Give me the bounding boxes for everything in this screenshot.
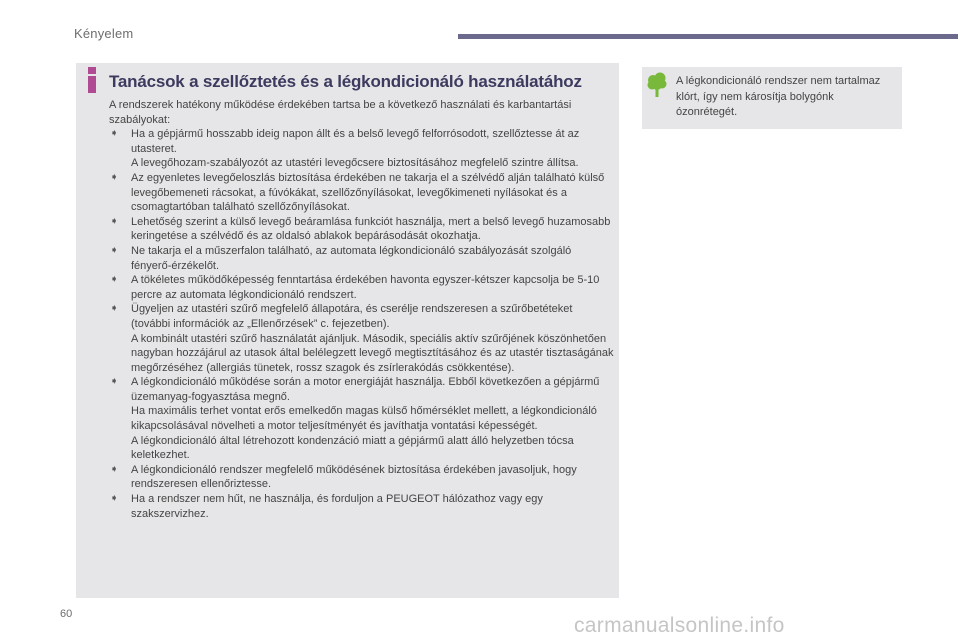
bullet-arrow-icon: ➧ bbox=[110, 493, 119, 505]
tip-item bbox=[109, 171, 614, 215]
tips-list bbox=[109, 127, 614, 521]
tip-paragraph: Ügyeljen az utastéri szűrő megfelelő állapotára, és cserélje rendszeresen a szűrőbetéteket (további információk az „Ellenőrzések” c. fejezetben). bbox=[131, 303, 573, 330]
tip-item bbox=[109, 273, 614, 302]
bullet-arrow-icon: ➧ bbox=[110, 171, 119, 183]
tip-item bbox=[109, 215, 614, 244]
bullet-arrow-icon: ➧ bbox=[110, 215, 119, 227]
tip-paragraph: A légkondicionáló által létrehozott kondenzáció miatt a gépjármű alatt álló helyzetben tócsa keletkezhet. bbox=[131, 434, 574, 462]
eco-tree-icon bbox=[646, 72, 668, 98]
bullet-arrow-icon: ➧ bbox=[110, 244, 119, 256]
tip-item bbox=[109, 492, 614, 521]
info-title: Tanácsok a szellőztetés és a légkondicionáló használatához bbox=[109, 72, 582, 91]
tip-item bbox=[109, 127, 614, 171]
page-number: 60 bbox=[60, 608, 73, 620]
eco-text: A légkondicionáló rendszer nem tartalmaz klórt, így nem károsítja bolygónk ózonrétegét. bbox=[676, 75, 881, 118]
tip-item bbox=[109, 302, 614, 375]
tip-paragraph: Ha a rendszer nem hűt, ne használja, és forduljon a PEUGEOT hálózathoz vagy egy szakszervizhez. bbox=[131, 493, 543, 520]
tip-paragraph: Ha maximális terhet vontat erős emelkedőn magas külső hőmérséklet mellett, a légkondicionáló kikapcsolásával növelheti a motor teljesítményét és javíthatja vontatási képességét. bbox=[131, 405, 597, 433]
tip-paragraph: Ha a gépjármű hosszabb ideig napon állt és a belső levegő felforrósodott, szellőztesse át az utasteret. bbox=[131, 128, 580, 155]
tip-paragraph: A levegőhozam-szabályozót az utastéri levegőcsere biztosításához megfelelő szintre állítsa. bbox=[131, 157, 579, 170]
tip-paragraph: Lehetőség szerint a külső levegő beáramlása funkciót használja, mert a belső levegő huzamosabb keringetése a szélvédő és az oldalsó ablakok bepárásodását okozhatja. bbox=[131, 215, 611, 243]
watermark: carmanualsonline.info bbox=[574, 614, 785, 637]
tip-paragraph: A légkondicionáló rendszer megfelelő működésének biztosítása érdekében javasoljuk, hogy rendszeresen ellenőriztesse. bbox=[131, 463, 577, 491]
tip-item bbox=[109, 244, 614, 273]
tip-paragraph: A légkondicionáló működése során a motor energiáját használja. Ebből következően a gépjármű üzemanyag-fogyasztása megnő. bbox=[131, 376, 600, 403]
bullet-arrow-icon: ➧ bbox=[110, 274, 119, 286]
tip-item bbox=[109, 375, 614, 463]
info-icon bbox=[84, 66, 100, 94]
bullet-arrow-icon: ➧ bbox=[110, 463, 119, 475]
bullet-arrow-icon: ➧ bbox=[110, 128, 119, 140]
bullet-arrow-icon: ➧ bbox=[110, 376, 119, 388]
intro-text: A rendszerek hatékony működése érdekében tartsa be a következő használati és karbantartási szabályokat: bbox=[109, 99, 572, 126]
header-rule bbox=[458, 34, 958, 39]
info-body bbox=[109, 98, 614, 521]
tip-item bbox=[109, 463, 614, 492]
bullet-arrow-icon: ➧ bbox=[110, 303, 119, 315]
tip-paragraph: Ne takarja el a műszerfalon található, az automata légkondicionáló szabályozását szolgáló fényerő-érzékelőt. bbox=[131, 244, 572, 272]
tip-paragraph: A tökéletes működőképesség fenntartása érdekében havonta egyszer-kétszer kapcsolja be 5-10 percre az automata légkondicionáló rendszert. bbox=[131, 274, 600, 301]
tip-paragraph: Az egyenletes levegőeloszlás biztosítása érdekében ne takarja el a szélvédő alján található külső levegőbemeneti rácsokat, a fúvókákat, szellőzőnyílásokat, levegőkimeneti nyílásokat és a csomagtartóban található szellőzőnyílásokat. bbox=[131, 171, 605, 214]
section-title: Kényelem bbox=[74, 26, 134, 41]
tip-paragraph: A kombinált utastéri szűrő használatát ajánljuk. Második, speciális aktív szűrőjének köszönhetően nagyban hozzájárul az utasok által belélegzett levegő megtisztításához és az utastér tisztaságának megőrzéséhez (allergiás tünetek, rossz szagok és zsírlerakódás csökkentése). bbox=[131, 332, 614, 374]
